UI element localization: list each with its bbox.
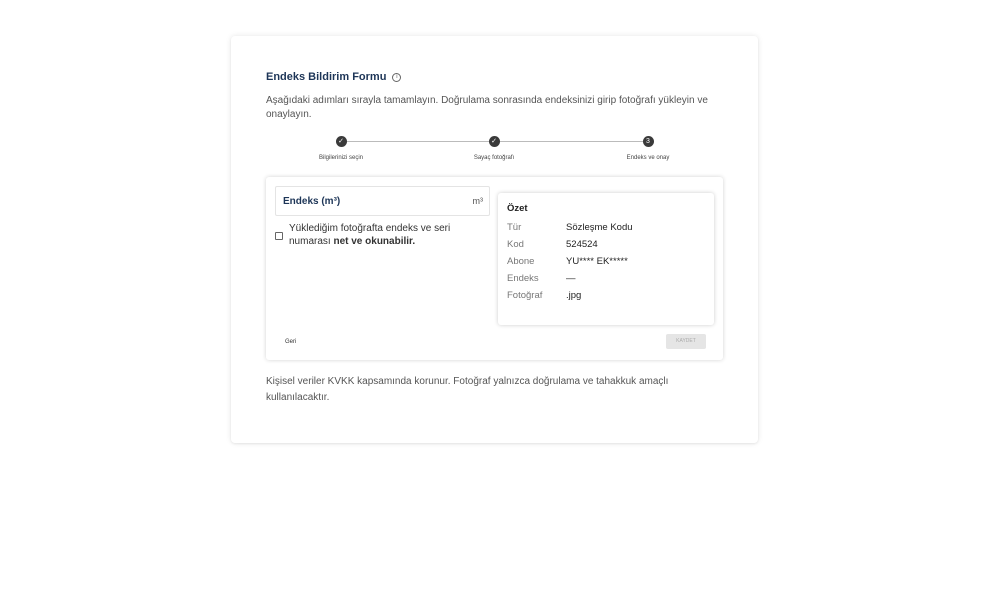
summary-row <box>507 270 705 287</box>
save-button[interactable]: KAYDET <box>666 334 706 349</box>
confirm-text[interactable] <box>289 222 490 248</box>
info-icon[interactable]: i <box>392 73 401 82</box>
summary-key: Endeks <box>507 273 539 284</box>
summary-row <box>507 287 705 304</box>
check-icon: ✓ <box>336 136 347 147</box>
summary-value: .jpg <box>566 290 582 301</box>
endeks-unit: m³ <box>472 196 483 206</box>
confirm-text-main: Yüklediğim fotoğrafta endeks ve seri numarası <box>289 223 451 247</box>
summary-value: — <box>566 273 576 284</box>
step-label: Sayaç fotoğrafı <box>473 155 515 161</box>
step-3[interactable] <box>603 136 693 161</box>
summary-key: Kod <box>507 239 524 250</box>
stepper <box>266 136 723 166</box>
step-label: Endeks ve onay <box>626 155 670 161</box>
privacy-note: Kişisel veriler KVKK kapsamında korunur. Fotoğraf yalnızca doğrulama ve tahakkuk amaçlı kullanılacaktır. <box>266 376 669 403</box>
summary-value: Sözleşme Kodu <box>566 222 633 233</box>
summary-box <box>498 193 714 325</box>
form-description: Aşağıdaki adımları sırayla tamamlayın. Doğrulama sonrasında endeksinizi girip fotoğrafı yükleyin ve onaylayın. <box>266 95 708 120</box>
summary-key: Tür <box>507 222 522 233</box>
confirm-checkbox[interactable] <box>275 232 283 240</box>
summary-row <box>507 253 705 270</box>
endeks-panel <box>266 177 723 360</box>
form-title: Endeks Bildirim Formu <box>266 71 387 83</box>
summary-row <box>507 219 705 236</box>
confirm-row <box>275 222 490 248</box>
form-card <box>231 36 758 443</box>
step-label: Bilgilerinizi seçin <box>318 155 363 161</box>
confirm-text-bold: net ve okunabilir. <box>333 236 416 247</box>
endeks-label: Endeks (m³) <box>283 195 341 207</box>
form-header <box>266 71 401 83</box>
summary-title: Özet <box>507 203 528 214</box>
summary-key: Abone <box>507 256 535 267</box>
summary-key: Fotoğraf <box>507 290 543 301</box>
back-button[interactable]: Geri <box>285 339 297 345</box>
endeks-input[interactable] <box>275 186 490 216</box>
summary-value: 524524 <box>566 239 598 250</box>
step-1[interactable] <box>296 136 386 161</box>
summary-value: YU**** EK***** <box>566 256 628 267</box>
step-number-icon: 3 <box>643 136 654 147</box>
summary-row <box>507 236 705 253</box>
check-icon: ✓ <box>489 136 500 147</box>
step-2[interactable] <box>449 136 539 161</box>
